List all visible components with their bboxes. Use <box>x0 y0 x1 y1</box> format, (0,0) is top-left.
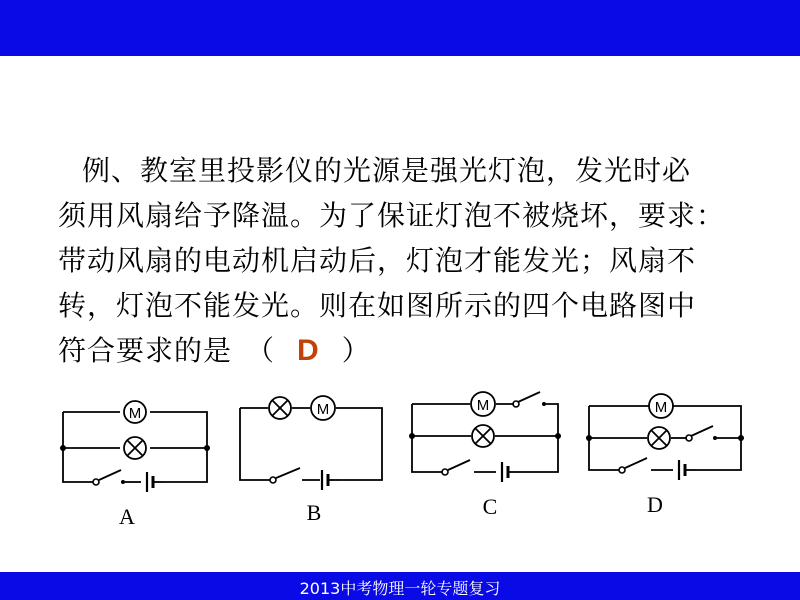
header-band <box>0 0 800 56</box>
question-text <box>58 148 778 373</box>
diagram-label-a: A <box>119 504 135 529</box>
question-line-1: 例、教室里投影仪的光源是强光灯泡，发光时必 <box>82 154 692 187</box>
circuit-b-svg <box>232 384 397 504</box>
circuit-diagram-b <box>232 384 397 525</box>
circuit-diagram-d <box>583 384 753 517</box>
circuit-d-svg <box>583 384 753 504</box>
motor-label-c: M <box>476 397 490 414</box>
circuit-a-svg <box>55 384 220 504</box>
motor-label-a: M <box>128 405 142 422</box>
question-line-5 <box>58 328 778 373</box>
circuit-diagram-a <box>55 384 220 529</box>
question-line-2: 须用风扇给予降温。为了保证灯泡不被烧坏，要求： <box>58 199 726 232</box>
circuit-c-svg <box>408 384 568 504</box>
diagram-label-b: B <box>306 500 322 525</box>
answer-paren-open: （ <box>246 334 276 367</box>
question-line-4: 转，灯泡不能发光。则在如图所示的四个电路图中 <box>58 289 697 322</box>
question-line-5-text: 符合要求的是 <box>58 334 233 367</box>
footer-title: 2013中考物理一轮专题复习 <box>299 579 501 598</box>
circuit-diagram-c <box>408 384 568 519</box>
diagram-label-d: D <box>647 492 663 517</box>
motor-label-d: M <box>654 399 668 416</box>
question-line-3: 带动风扇的电动机启动后，灯泡才能发光；风扇不 <box>58 244 697 277</box>
diagram-label-c: C <box>482 494 498 519</box>
motor-label-b: M <box>316 401 330 418</box>
answer-letter: D <box>297 334 320 367</box>
answer-paren-close: ） <box>341 334 371 367</box>
